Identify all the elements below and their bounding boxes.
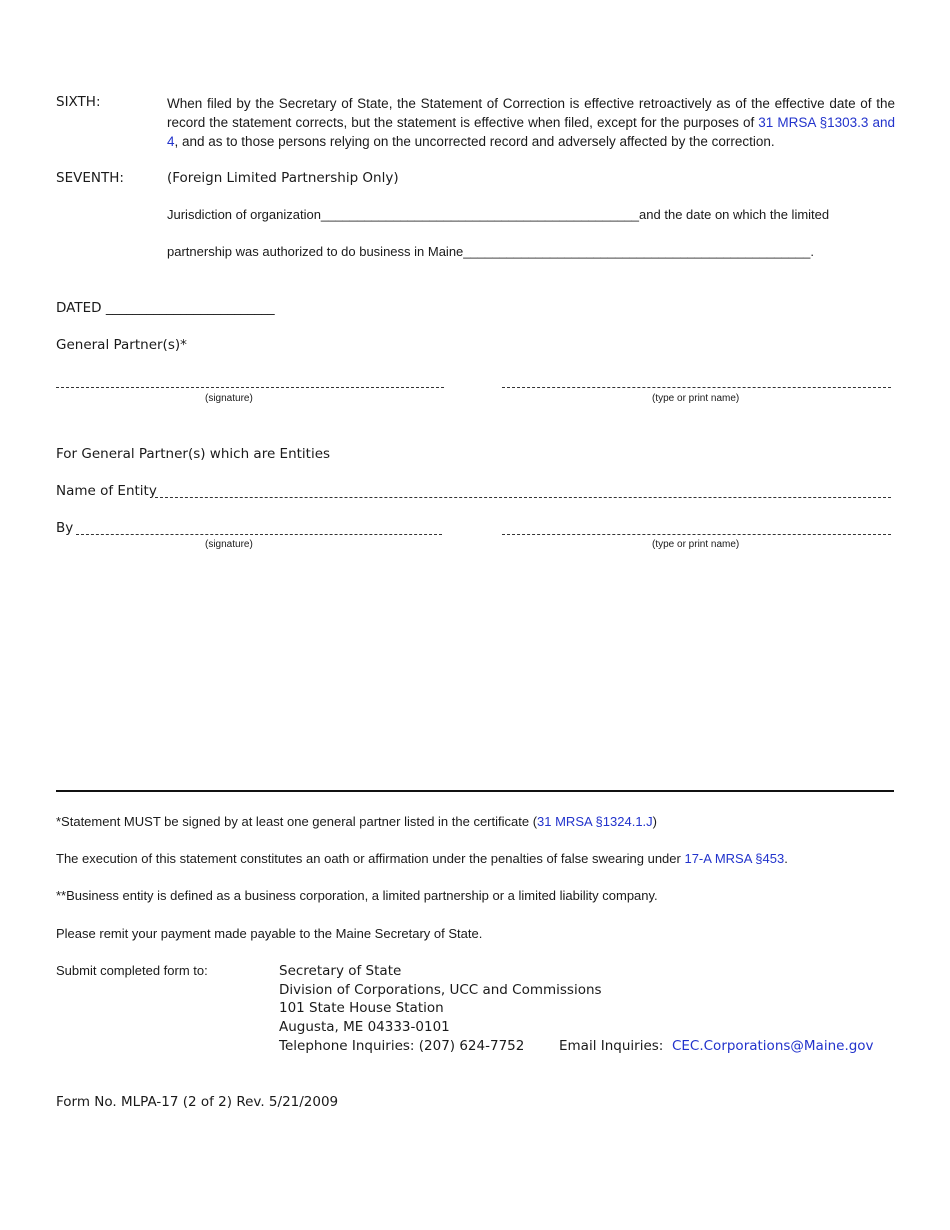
jurisdiction-field[interactable]: ____________________________________________ — [320, 207, 640, 222]
note-signed — [56, 814, 657, 829]
note1-after: ) — [652, 814, 658, 829]
email-link[interactable]: CEC.Corporations@Maine.gov — [671, 1038, 874, 1054]
print-name-line[interactable] — [502, 387, 891, 388]
by-label: By — [56, 520, 74, 536]
phone-inquiries: Telephone Inquiries: (207) 624-7752 — [279, 1038, 525, 1054]
sixth-paragraph — [167, 94, 895, 151]
address-line-4: Augusta, ME 04333-0101 — [279, 1019, 450, 1035]
entity-name-label: Name of Entity — [56, 483, 157, 499]
authorized-field[interactable]: ________________________________________________ — [463, 244, 811, 259]
note-payment: Please remit your payment made payable to the Maine Secretary of State. — [56, 926, 483, 941]
date-text: and the date on which the limited — [639, 207, 830, 222]
signature-caption: (signature) — [205, 393, 253, 404]
note1-statute-link[interactable]: 31 MRSA §1324.1.J — [537, 814, 653, 829]
form-number: Form No. MLPA-17 (2 of 2) Rev. 5/21/2009 — [56, 1094, 339, 1110]
general-partners-label: General Partner(s)* — [56, 337, 187, 353]
note2-before: The execution of this statement constitutes an oath or affirmation under the penalties of false swearing under — [56, 851, 685, 866]
authorized-row — [167, 244, 814, 259]
jurisdiction-label: Jurisdiction of organization — [167, 207, 321, 222]
seventh-label: SEVENTH: — [56, 170, 124, 186]
by-print-name-line[interactable] — [502, 534, 891, 535]
address-line-2: Division of Corporations, UCC and Commissions — [279, 982, 602, 998]
note2-statute-link[interactable]: 17-A MRSA §453 — [684, 851, 785, 866]
sixth-label: SIXTH: — [56, 94, 101, 110]
authorized-label: partnership was authorized to do business in Maine — [167, 244, 464, 259]
note-business-entity: **Business entity is defined as a business corporation, a limited partnership or a limited liability company. — [56, 888, 658, 903]
email-row — [559, 1038, 874, 1054]
section-divider — [56, 790, 894, 792]
authorized-end: . — [810, 244, 814, 259]
jurisdiction-row — [167, 207, 829, 222]
seventh-heading: (Foreign Limited Partnership Only) — [167, 170, 399, 186]
email-label: Email Inquiries: — [559, 1038, 664, 1054]
note2-after: . — [784, 851, 788, 866]
sixth-statute-link[interactable]: 31 MRSA §1303.3 and 4 — [167, 115, 895, 149]
print-name-caption: (type or print name) — [652, 393, 740, 404]
sixth-text-before: When filed by the Secretary of State, the Statement of Correction is effective retroactively as of the effective date of the record the statement corrects, but the statement is effective when filed, except for the purposes of — [167, 96, 895, 130]
note1-before: *Statement MUST be signed by at least one general partner listed in the certificate ( — [56, 814, 538, 829]
by-signature-caption: (signature) — [205, 539, 253, 550]
entity-name-line[interactable] — [155, 497, 891, 498]
signature-line[interactable] — [56, 387, 444, 388]
by-signature-line[interactable] — [76, 534, 442, 535]
address-line-1: Secretary of State — [279, 963, 402, 979]
submit-label: Submit completed form to: — [56, 963, 208, 978]
dated-field[interactable]: _________________________ — [105, 300, 275, 316]
sixth-text-after: , and as to those persons relying on the uncorrected record and adversely affected by the correction. — [174, 134, 775, 149]
by-print-name-caption: (type or print name) — [652, 539, 740, 550]
note-oath — [56, 851, 788, 866]
dated-label: DATED — [56, 300, 102, 316]
address-line-3: 101 State House Station — [279, 1000, 444, 1016]
dated-row — [56, 300, 275, 316]
entities-label: For General Partner(s) which are Entities — [56, 446, 331, 462]
